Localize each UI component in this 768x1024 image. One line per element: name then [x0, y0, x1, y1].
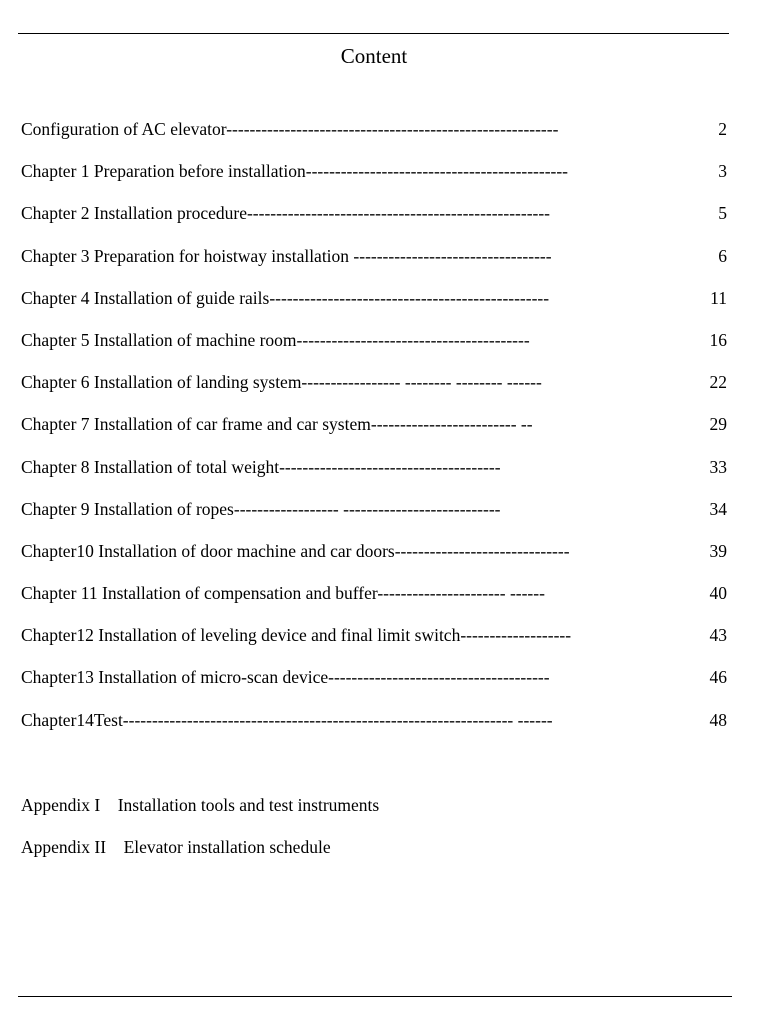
toc-entry-text: Chapter13 Installation of micro-scan device-------------------------------------- — [21, 667, 554, 688]
toc-entry — [21, 117, 741, 159]
toc-entry-text: Configuration of AC elevator--------------------------------------------------------- — [21, 119, 563, 139]
toc-entry-page: 5 — [718, 203, 727, 224]
toc-entry-page: 2 — [718, 119, 727, 139]
toc-entry-text: Chapter 8 Installation of total weight-------------------------------------- — [21, 456, 505, 477]
toc-entry-page: 33 — [709, 456, 727, 477]
appendix-title: Elevator installation schedule — [123, 837, 331, 857]
toc-entry-text: Chapter 5 Installation of machine room---------------------------------------- — [21, 329, 535, 350]
toc-entry-page: 40 — [709, 583, 727, 604]
bottom-rule — [18, 996, 732, 997]
toc-entry-text: Chapter10 Installation of door machine and car doors------------------------------ — [21, 540, 570, 561]
toc-entry-text: Chapter 4 Installation of guide rails------------------------------------------------ — [21, 287, 554, 308]
top-rule — [18, 33, 729, 34]
toc-entry — [21, 708, 741, 750]
appendix-label: Appendix II — [21, 837, 107, 857]
toc-entry-text: Chapter 7 Installation of car frame and car system------------------------- -- — [21, 414, 533, 435]
toc-entry — [21, 581, 741, 623]
toc-entry-page: 11 — [710, 287, 727, 308]
toc-entry-page: 39 — [709, 540, 727, 561]
toc-entry — [21, 328, 741, 370]
toc-entry-text: Chapter 3 Preparation for hoistway installation ---------------------------------- — [21, 245, 556, 266]
toc-entry-page: 6 — [718, 245, 727, 266]
toc-entry-text: Chapter14Test------------------------------------------------------------------- ------ — [21, 709, 557, 730]
toc-entry-page: 22 — [709, 372, 727, 393]
toc-entry — [21, 623, 741, 665]
toc-entry-page: 16 — [709, 329, 727, 350]
toc-entry-text: Chapter12 Installation of leveling device and final limit switch------------------- — [21, 625, 572, 646]
toc-entry-page: 43 — [709, 625, 727, 646]
toc-entry — [21, 412, 741, 454]
toc-entry-text: Chapter 1 Preparation before installation--------------------------------------------- — [21, 161, 573, 182]
page-title: Content — [340, 44, 408, 68]
appendix-title: Installation tools and test instruments — [117, 795, 380, 815]
toc-entry-text: Chapter 11 Installation of compensation and buffer---------------------- ------ — [21, 583, 550, 604]
toc-entry — [21, 286, 741, 328]
toc-entry-page: 46 — [709, 667, 727, 688]
toc-entry-page: 34 — [709, 498, 727, 519]
toc-entry-text: Chapter 2 Installation procedure---------------------------------------------------- — [21, 203, 555, 224]
toc-entry-page: 48 — [709, 709, 727, 730]
toc-entry — [21, 497, 741, 539]
toc-entry-page: 29 — [709, 414, 727, 435]
table-of-contents — [21, 117, 741, 750]
toc-entry — [21, 539, 741, 581]
toc-entry — [21, 159, 741, 201]
appendix-entry — [21, 793, 721, 817]
toc-entry-page: 3 — [718, 161, 727, 182]
toc-entry-text: Chapter 6 Installation of landing system----------------- -------- -------- ------ — [21, 372, 547, 393]
appendix-label: Appendix I — [21, 795, 101, 815]
toc-entry — [21, 244, 741, 286]
toc-entry — [21, 665, 741, 707]
toc-entry — [21, 370, 741, 412]
toc-entry — [21, 455, 741, 497]
toc-entry — [21, 201, 741, 243]
appendix-entry — [21, 835, 721, 859]
toc-entry-text: Chapter 9 Installation of ropes------------------ --------------------------- — [21, 498, 505, 519]
